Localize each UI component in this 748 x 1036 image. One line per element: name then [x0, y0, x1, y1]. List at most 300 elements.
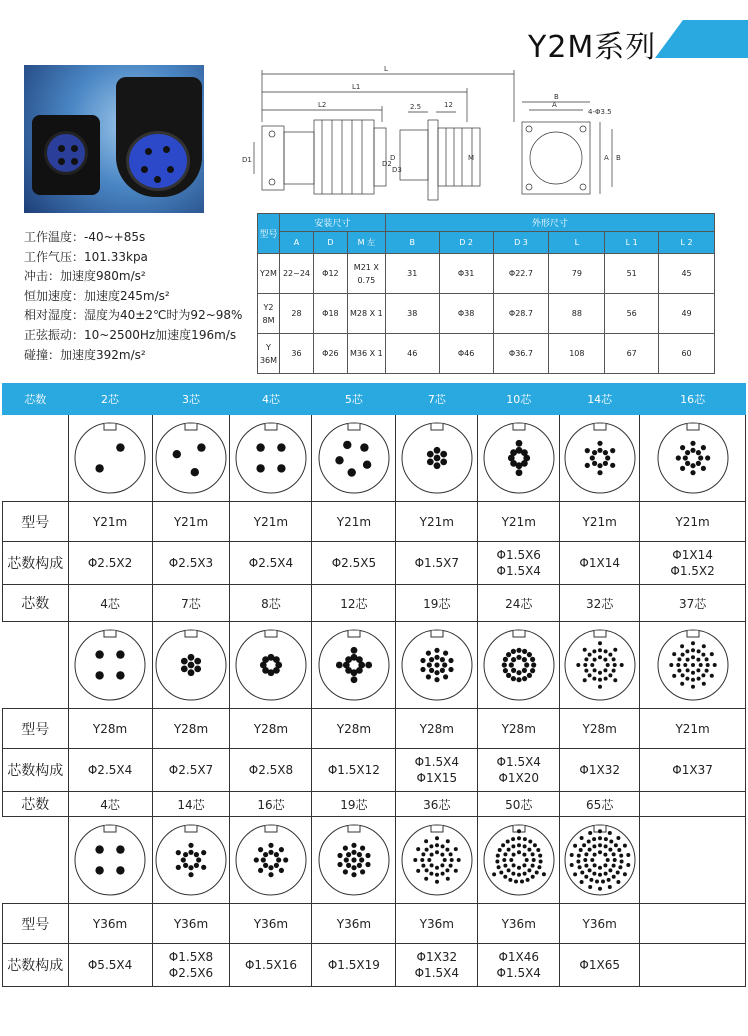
pin — [598, 836, 602, 840]
pin — [511, 649, 516, 654]
pin — [605, 663, 609, 667]
pin — [590, 858, 594, 862]
pin — [626, 863, 630, 867]
pin — [503, 875, 507, 879]
pin — [347, 468, 355, 476]
model-cell: Y28m — [312, 709, 396, 749]
pin — [188, 654, 195, 661]
dimension-cell: 38 — [385, 294, 439, 334]
pin — [626, 853, 630, 857]
pin — [603, 668, 607, 672]
diagram-cell — [478, 817, 560, 904]
pin — [256, 443, 264, 451]
pin — [597, 470, 602, 475]
pin — [696, 677, 700, 681]
composition-cell — [68, 542, 152, 585]
model-cell: Y36m — [478, 904, 560, 944]
row-label: 型号 — [3, 502, 69, 542]
pin — [584, 657, 588, 661]
connector-face-diagram — [234, 628, 308, 702]
diagram-row — [3, 415, 746, 502]
pin — [429, 853, 433, 857]
pin — [623, 872, 627, 876]
pin — [534, 871, 538, 875]
dimension-cell: Φ46 — [439, 334, 493, 374]
row-label: 芯数构成 — [3, 749, 69, 792]
pin — [712, 663, 716, 667]
pin — [598, 873, 602, 877]
connector-face-diagram — [563, 628, 637, 702]
pin — [506, 673, 511, 678]
pin — [669, 663, 673, 667]
pin — [510, 449, 517, 456]
pin — [609, 840, 613, 844]
pin — [602, 450, 607, 455]
pin — [588, 831, 592, 835]
dim-label: D3 — [392, 166, 402, 174]
pin — [691, 648, 695, 652]
pin — [448, 852, 452, 856]
diagram-cell — [230, 415, 312, 502]
pin — [597, 441, 602, 446]
pin — [176, 850, 181, 855]
pin — [351, 850, 356, 855]
pin — [435, 880, 439, 884]
pin — [511, 863, 515, 867]
pin — [598, 866, 602, 870]
composition-line: Φ1X32 — [579, 763, 620, 777]
pin — [365, 662, 372, 669]
pin — [421, 852, 425, 856]
composition-cell — [640, 749, 746, 792]
pin — [597, 448, 602, 453]
diagram-cell — [230, 622, 312, 709]
connector-face-diagram — [563, 823, 637, 897]
connector-face-diagram — [73, 628, 147, 702]
pin — [592, 461, 597, 466]
pin — [499, 871, 503, 875]
pin — [700, 445, 705, 450]
pin — [598, 887, 602, 891]
round-plug — [116, 77, 202, 197]
pin — [517, 829, 521, 833]
connector-face-diagram — [563, 421, 637, 495]
pin — [613, 678, 617, 682]
pin — [511, 676, 516, 681]
pin — [592, 837, 596, 841]
pin — [434, 655, 439, 660]
pin — [690, 448, 695, 453]
pin — [531, 662, 536, 667]
composition-cell — [560, 944, 640, 987]
pin — [116, 443, 124, 451]
pin — [528, 840, 532, 844]
row-label: 芯数 — [3, 585, 69, 622]
composition-line: Φ1.5X4 — [496, 966, 541, 980]
pin — [601, 880, 605, 884]
dim-label: 2.5 — [410, 103, 422, 111]
pin — [173, 450, 181, 458]
model-row — [3, 709, 746, 749]
col-header: D 3 — [493, 232, 549, 254]
pin — [116, 671, 124, 679]
dimension-cell: Φ26 — [313, 334, 347, 374]
composition-cell — [312, 944, 396, 987]
pin — [603, 872, 607, 876]
pin — [183, 852, 188, 857]
composition-cell — [312, 749, 396, 792]
pin — [515, 440, 522, 447]
dimension-cell: 46 — [385, 334, 439, 374]
cores-cell — [640, 792, 746, 817]
pin — [426, 674, 431, 679]
pin — [194, 666, 201, 673]
model-cell: Y21m — [152, 502, 230, 542]
pin — [522, 844, 526, 848]
col-header: D 2 — [439, 232, 493, 254]
dimension-cell: 79 — [549, 254, 605, 294]
connector-face-diagram — [234, 823, 308, 897]
pin — [613, 648, 617, 652]
pin — [196, 857, 201, 862]
pin — [201, 850, 206, 855]
pin — [440, 853, 444, 857]
pin — [603, 677, 607, 681]
pin — [709, 674, 713, 678]
pin — [598, 850, 602, 854]
pin — [413, 858, 417, 862]
pin — [611, 657, 615, 661]
product-photo — [24, 65, 204, 213]
pin — [201, 865, 206, 870]
pin — [511, 872, 515, 876]
pin — [440, 863, 444, 867]
dimension-cell: Φ28.7 — [493, 294, 549, 334]
pin — [427, 858, 431, 862]
pin — [598, 678, 602, 682]
pin — [587, 673, 591, 677]
pin — [598, 655, 602, 659]
pin — [440, 668, 445, 673]
pin — [587, 653, 591, 657]
cores-cell: 37芯 — [640, 585, 746, 622]
pin — [610, 463, 615, 468]
pin — [614, 843, 618, 847]
dimension-row — [258, 294, 715, 334]
connector-face-diagram — [73, 823, 147, 897]
pin — [698, 455, 703, 460]
pin — [363, 461, 371, 469]
composition-line: Φ1.5X4 — [414, 966, 459, 980]
composition-line: Φ1.5X7 — [414, 556, 459, 570]
pin — [672, 652, 676, 656]
pin — [420, 667, 425, 672]
pin — [435, 873, 439, 877]
pin — [434, 677, 439, 682]
pin — [603, 853, 607, 857]
composition-line: Φ1.5X4 — [414, 755, 459, 769]
composition-line: Φ1X37 — [672, 763, 713, 777]
composition-line: Φ1.5X2 — [670, 564, 715, 578]
pin — [680, 466, 685, 471]
pin — [701, 653, 705, 657]
pin — [522, 649, 527, 654]
pin — [517, 873, 521, 877]
dimension-cell: M36 X 1 — [347, 334, 385, 374]
pin — [116, 650, 124, 658]
pin — [619, 663, 623, 667]
dimension-cell: Φ36.7 — [493, 334, 549, 374]
pin — [691, 685, 695, 689]
pin — [608, 653, 612, 657]
pin — [520, 880, 524, 884]
pin — [435, 843, 439, 847]
cores-cell: 14芯 — [152, 792, 230, 817]
pin — [685, 677, 689, 681]
pin — [345, 656, 352, 663]
pin — [605, 455, 610, 460]
model-cell: Y36m — [312, 904, 396, 944]
pin — [351, 865, 356, 870]
pin — [421, 864, 425, 868]
pin — [695, 461, 700, 466]
dimension-row — [258, 334, 715, 374]
pin — [116, 866, 124, 874]
diagram-cell — [478, 415, 560, 502]
pin — [590, 663, 594, 667]
pin — [416, 847, 420, 851]
pin — [188, 850, 193, 855]
composition-line: Φ1.5X4 — [496, 755, 541, 769]
pin — [584, 864, 588, 868]
pin — [457, 858, 461, 862]
model-cell: Y21m — [230, 502, 312, 542]
pin — [517, 850, 521, 854]
composition-cell — [560, 749, 640, 792]
composition-cell — [230, 749, 312, 792]
pin — [435, 850, 439, 854]
pin — [495, 860, 499, 864]
composition-cell — [396, 944, 478, 987]
composition-line: Φ1X65 — [579, 958, 620, 972]
pin — [611, 669, 615, 673]
row-label: 型号 — [3, 709, 69, 749]
pin — [691, 678, 695, 682]
cores-cell: 36芯 — [396, 792, 478, 817]
connector-face-diagram — [656, 628, 730, 702]
pin — [522, 872, 526, 876]
pin — [530, 852, 534, 856]
composition-line: Φ2.5X3 — [168, 556, 214, 570]
composition-line: Φ2.5X8 — [248, 763, 294, 777]
pin — [427, 451, 434, 458]
pin — [450, 858, 454, 862]
dimension-cell: 31 — [385, 254, 439, 294]
model-cell: Y21m — [640, 502, 746, 542]
pin — [508, 878, 512, 882]
pin — [579, 836, 583, 840]
pin — [676, 663, 680, 667]
model-cell: Y21m — [312, 502, 396, 542]
diagram-cell — [152, 622, 230, 709]
connector-face-diagram — [400, 628, 474, 702]
model-cell: Y28m — [396, 709, 478, 749]
pin — [283, 857, 288, 862]
pin — [268, 843, 273, 848]
model-cell: Y36m — [230, 904, 312, 944]
composition-row — [3, 749, 746, 792]
pin — [501, 843, 505, 847]
pin — [443, 674, 448, 679]
pin — [446, 877, 450, 881]
cores-row — [3, 585, 746, 622]
pin — [335, 456, 343, 464]
pin — [429, 668, 434, 673]
model-cell — [640, 904, 746, 944]
pin — [365, 853, 370, 858]
composition-line: Φ1.5X12 — [327, 763, 380, 777]
pin — [336, 662, 343, 669]
pin — [440, 844, 444, 848]
pin — [424, 868, 428, 872]
pin — [95, 845, 103, 853]
pin — [511, 837, 515, 841]
pin — [524, 662, 529, 667]
diagram-cell — [640, 415, 746, 502]
pin — [522, 853, 526, 857]
pin — [116, 845, 124, 853]
col-header: D — [313, 232, 347, 254]
pin — [623, 844, 627, 848]
row-label — [3, 622, 69, 709]
pin — [516, 670, 521, 675]
pin — [277, 464, 285, 472]
pin — [619, 854, 623, 858]
composition-line: Φ1X46 — [498, 950, 540, 964]
pin — [360, 443, 368, 451]
pin — [256, 464, 264, 472]
connector-face-diagram — [154, 421, 228, 495]
pin — [680, 445, 685, 450]
pin — [258, 868, 263, 873]
pin — [522, 657, 527, 662]
pin — [279, 847, 284, 852]
pin — [595, 880, 599, 884]
pin — [588, 885, 592, 889]
model-cell: Y21m — [640, 709, 746, 749]
pin — [578, 848, 582, 852]
pin — [351, 872, 356, 877]
pin — [704, 657, 708, 661]
pin — [435, 866, 439, 870]
pin — [429, 657, 434, 662]
connector-face-diagram — [154, 823, 228, 897]
model-row — [3, 904, 746, 944]
pin — [188, 872, 193, 877]
pin — [426, 651, 431, 656]
pin — [276, 857, 281, 862]
pin — [617, 848, 621, 852]
pin — [429, 844, 433, 848]
composition-cell — [478, 944, 560, 987]
pin — [704, 669, 708, 673]
pin — [508, 662, 513, 667]
pin — [592, 450, 597, 455]
pin — [612, 663, 616, 667]
diagram-cell — [640, 817, 746, 904]
pin — [511, 657, 516, 662]
pin — [492, 872, 496, 876]
composition-line: Φ1.5X6 — [496, 548, 541, 562]
pin — [188, 662, 195, 669]
pin — [505, 840, 509, 844]
connector-face-diagram — [73, 421, 147, 495]
pin — [434, 662, 439, 667]
pin — [530, 864, 534, 868]
dim-label: L2 — [318, 101, 327, 109]
pin — [598, 671, 602, 675]
pin — [503, 657, 508, 662]
model-cell: Y21m — [560, 502, 640, 542]
diagram-cell — [478, 622, 560, 709]
pin — [506, 868, 510, 872]
connector-face-diagram — [400, 421, 474, 495]
pin — [527, 673, 532, 678]
dim-label: D1 — [242, 156, 252, 164]
pin — [346, 863, 351, 868]
diagram-cell — [152, 415, 230, 502]
composition-line: Φ5.5X4 — [87, 958, 133, 972]
dimension-cell: M28 X 1 — [347, 294, 385, 334]
cores-cell: 16芯 — [230, 792, 312, 817]
spec-item: 碰撞：加速度392m/s² — [24, 347, 146, 362]
model-cell: Y21m — [396, 502, 478, 542]
row-label: 芯数 — [3, 792, 69, 817]
pin — [592, 863, 596, 867]
pin — [446, 839, 450, 843]
diagram-cell — [396, 415, 478, 502]
pin — [344, 857, 349, 862]
composition-line: Φ1X32 — [416, 950, 458, 964]
dimension-cell: 88 — [549, 294, 605, 334]
composition-cell — [396, 542, 478, 585]
pin — [538, 860, 542, 864]
pin — [427, 662, 432, 667]
pin — [527, 848, 531, 852]
pin — [351, 857, 356, 862]
pin — [365, 862, 370, 867]
pin — [611, 864, 615, 868]
model-cell: Y2M — [258, 254, 280, 294]
pin — [337, 853, 342, 858]
pin — [497, 848, 501, 852]
square-flange-socket — [32, 115, 100, 195]
pin — [530, 875, 534, 879]
pin — [615, 871, 619, 875]
pin — [598, 641, 602, 645]
pin — [522, 668, 527, 673]
pin — [274, 863, 279, 868]
pin — [454, 847, 458, 851]
pin — [680, 682, 684, 686]
pin — [683, 663, 687, 667]
col-header: L — [549, 232, 605, 254]
pin — [188, 843, 193, 848]
diagram-row — [3, 622, 746, 709]
pin — [584, 463, 589, 468]
row-label — [3, 415, 69, 502]
spec-item: 正弦振动：10~2500Hz加速度196m/s — [24, 327, 237, 342]
